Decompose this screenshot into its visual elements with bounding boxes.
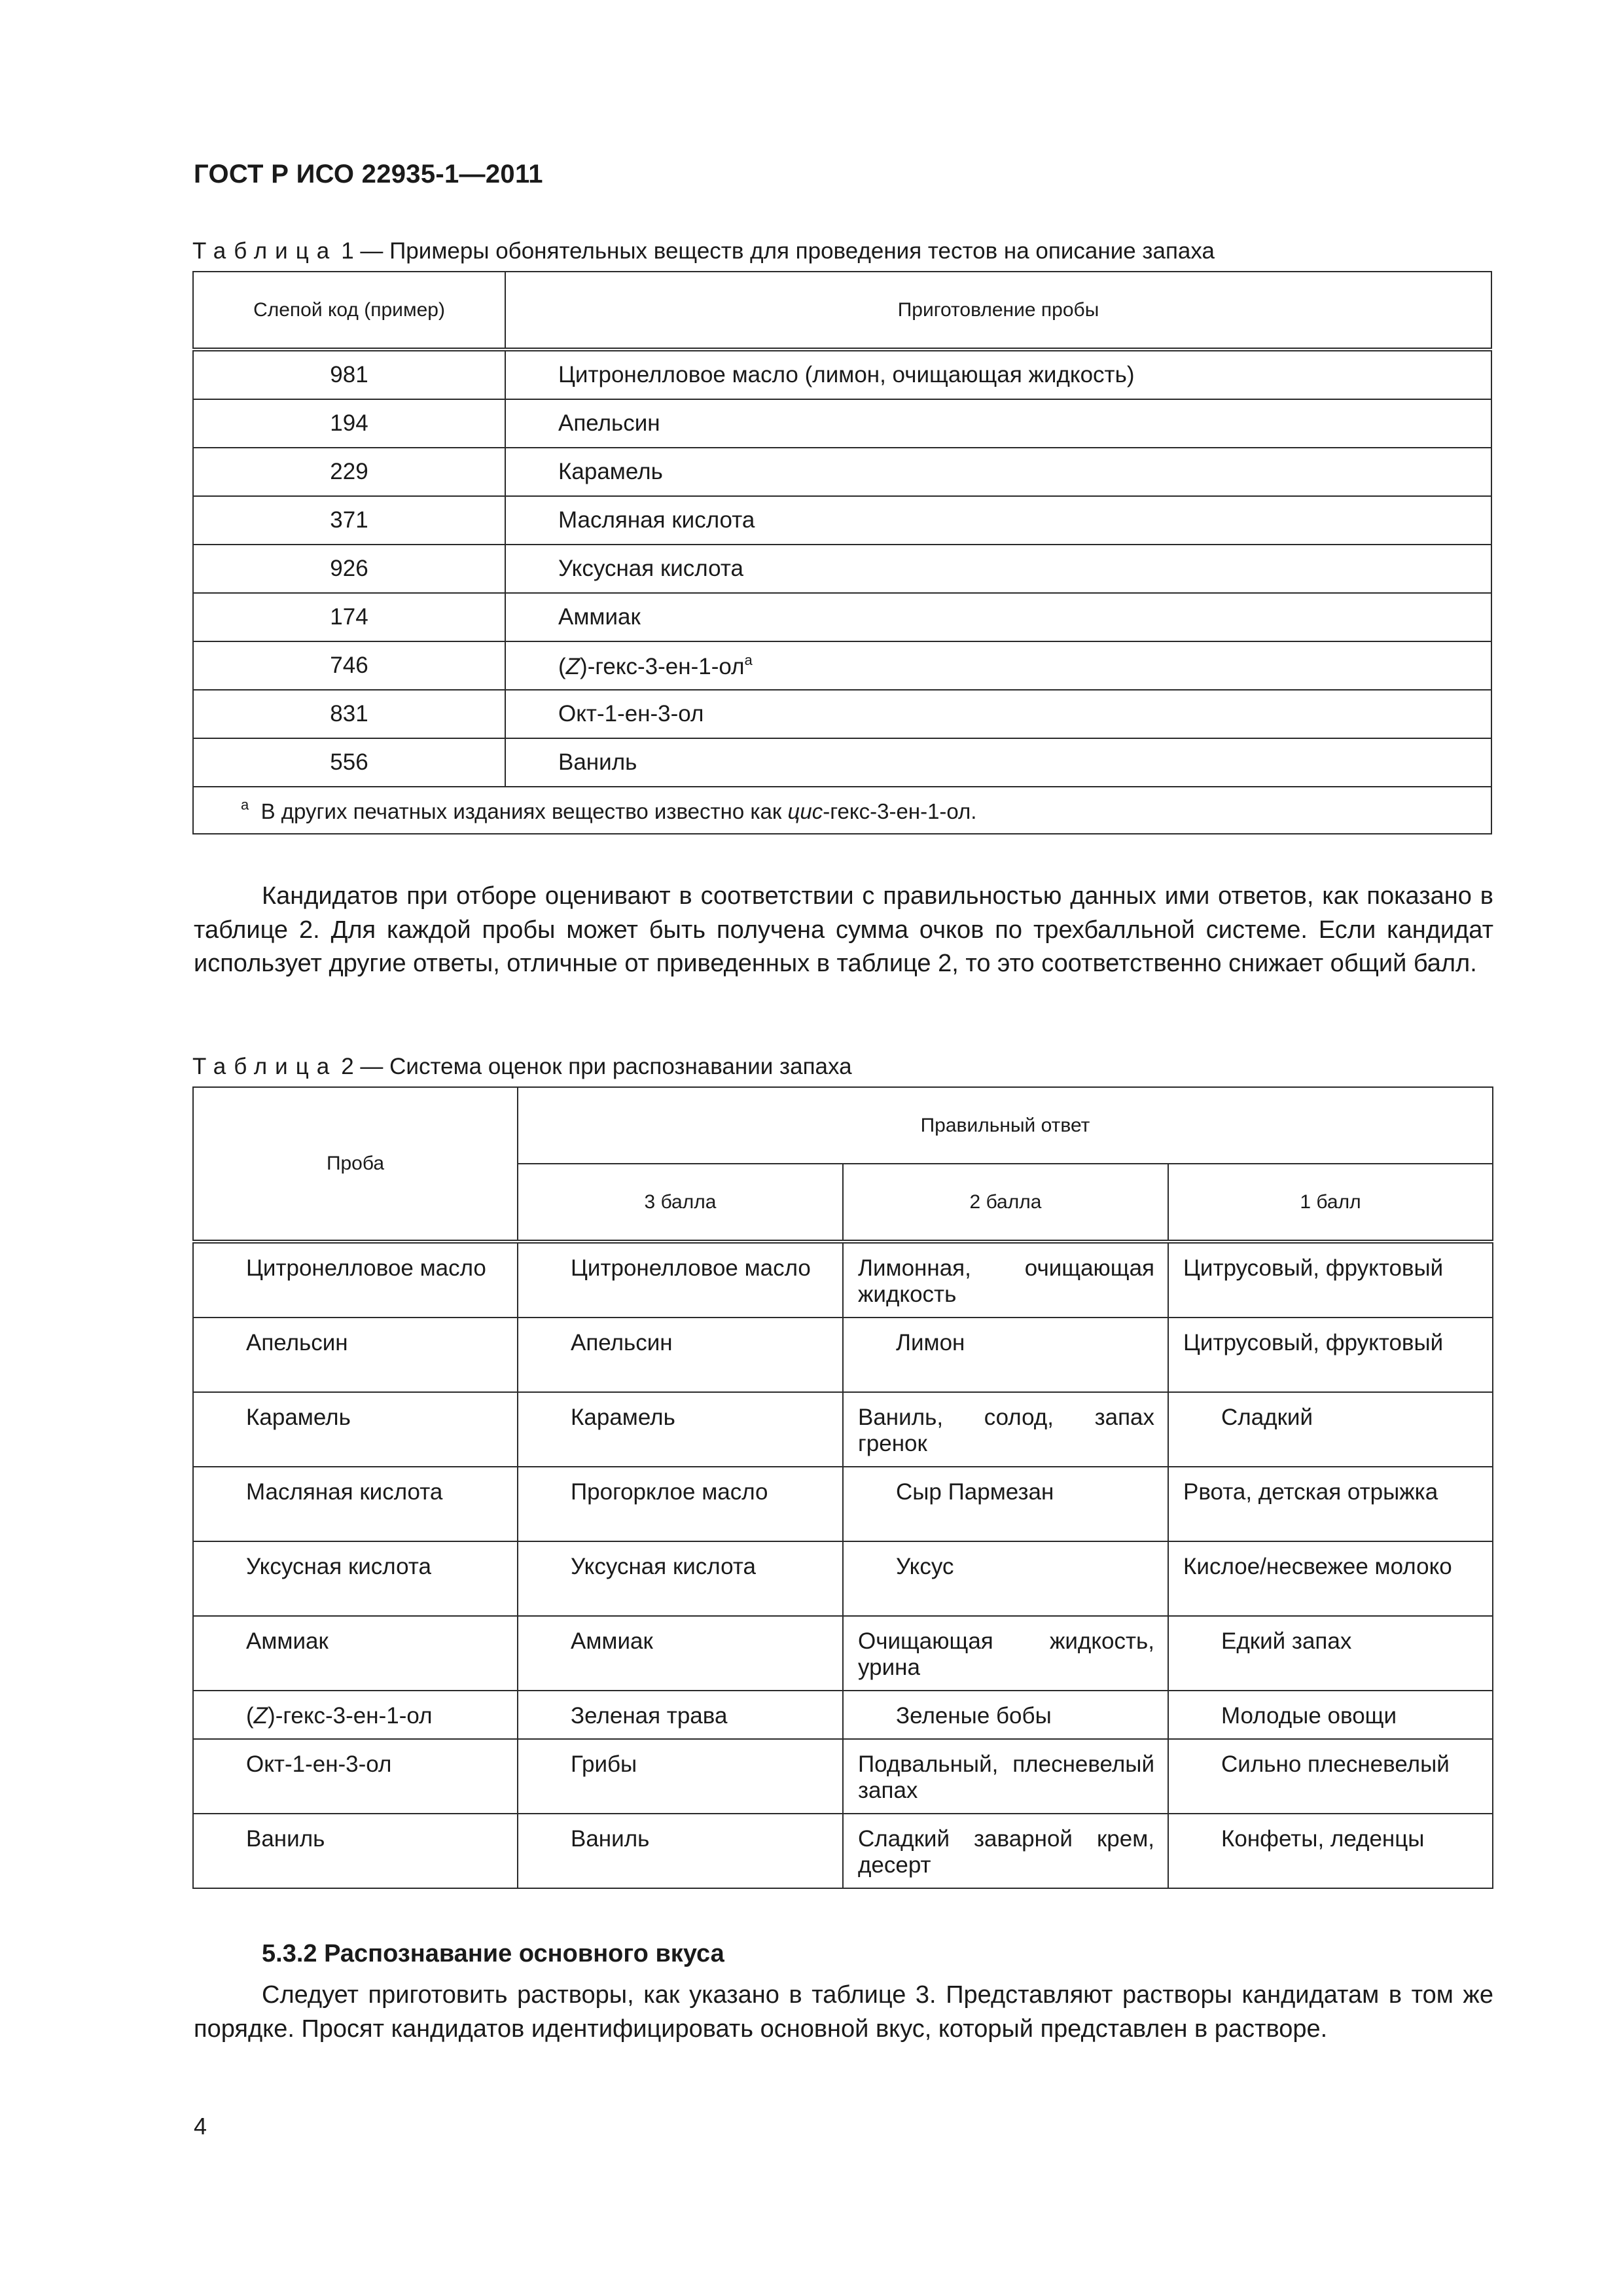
prep-cell: Уксусная кислота	[505, 545, 1491, 593]
sample-cell: Аммиак	[193, 1616, 518, 1691]
table-row	[193, 593, 1491, 641]
prep-cell	[505, 641, 1491, 690]
table1-header-row	[193, 272, 1491, 350]
score3-cell: Аммиак	[518, 1616, 843, 1691]
score2-cell: Подвальный, плесневелый запах	[843, 1739, 1168, 1814]
score1-cell: Рвота, детская отрыжка	[1168, 1467, 1493, 1541]
footnote-italic: цис	[787, 799, 823, 823]
table-row	[193, 1739, 1493, 1814]
table1-footnote-row	[193, 787, 1491, 834]
score2-cell: Сладкий заварной крем, десерт	[843, 1814, 1168, 1888]
section-heading: 5.3.2 Распознавание основного вкуса	[262, 1940, 724, 1967]
sample-cell: Цитронелловое масло	[193, 1242, 518, 1318]
prep-cell: Апельсин	[505, 399, 1491, 448]
table-row	[193, 1318, 1493, 1392]
code-cell: 371	[193, 496, 505, 545]
score3-cell: Апельсин	[518, 1318, 843, 1392]
sample-cell: Масляная кислота	[193, 1467, 518, 1541]
table2-col-sample: Проба	[193, 1087, 518, 1242]
table2-col-correct: Правильный ответ	[518, 1087, 1493, 1164]
score3-cell: Прогорклое масло	[518, 1467, 843, 1541]
table-row	[193, 1541, 1493, 1616]
sample-cell: Ваниль	[193, 1814, 518, 1888]
code-cell: 556	[193, 738, 505, 787]
paren-open: (	[558, 653, 566, 679]
score1-cell: Едкий запах	[1168, 1616, 1493, 1691]
prep-cell: Ваниль	[505, 738, 1491, 787]
sample-cell: Карамель	[193, 1392, 518, 1467]
score1-cell: Цитрусовый, фруктовый	[1168, 1242, 1493, 1318]
prep-cell: Цитронелловое масло (лимон, очищающая жидкость)	[505, 350, 1491, 399]
score2-cell: Сыр Пармезан	[843, 1467, 1168, 1541]
footnote-text: В других печатных изданиях вещество известно как	[260, 799, 788, 823]
score2-cell: Лимон	[843, 1318, 1168, 1392]
code-cell: 229	[193, 448, 505, 496]
table2-col-3: 3 балла	[518, 1164, 843, 1242]
sample-cell	[193, 1691, 518, 1739]
table-row	[193, 350, 1491, 399]
table-row	[193, 399, 1491, 448]
footnote-text-end: -гекс-3-ен-1-ол.	[823, 799, 977, 823]
score3-cell: Ваниль	[518, 1814, 843, 1888]
score1-cell: Сильно плесневелый	[1168, 1739, 1493, 1814]
prep-cell: Аммиак	[505, 593, 1491, 641]
table-row	[193, 1467, 1493, 1541]
footnote-ref: a	[744, 651, 753, 668]
table1-caption-text: 1 — Примеры обонятельных веществ для проведения тестов на описание запаха	[341, 238, 1215, 264]
odor-examples-table	[192, 271, 1492, 834]
table-row	[193, 1691, 1493, 1739]
compound-name: )-гекс-3-ен-1-ол	[268, 1703, 433, 1729]
paragraph-text: Следует приготовить растворы, как указано в таблице 3. Представляют растворы кандидатам в том же порядке. Просят кандидатов идентифицировать основной вкус, который представлен в растворе.	[194, 1981, 1493, 2043]
section-paragraph	[194, 1979, 1493, 2046]
score2-cell: Зеленые бобы	[843, 1691, 1168, 1739]
paragraph-text: Кандидатов при отборе оценивают в соответствии с правильностью данных ими ответов, как показано в таблице 2. Для каждой пробы может быть получена сумма очков по трехбалльной системе. Если кандидат использует другие ответы, отличные от приведенных в таблице 2, то это соответственно снижает общий балл.	[194, 882, 1493, 977]
code-cell: 981	[193, 350, 505, 399]
code-cell: 746	[193, 641, 505, 690]
sample-cell: Апельсин	[193, 1318, 518, 1392]
table1-col-prep: Приготовление пробы	[505, 272, 1491, 350]
isomer-z: Z	[253, 1703, 268, 1729]
table-row	[193, 738, 1491, 787]
table1-caption-prefix: Таблица	[192, 238, 338, 264]
table2-col-1: 1 балл	[1168, 1164, 1493, 1242]
score3-cell: Грибы	[518, 1739, 843, 1814]
score1-cell: Цитрусовый, фруктовый	[1168, 1318, 1493, 1392]
score1-cell: Конфеты, леденцы	[1168, 1814, 1493, 1888]
score3-cell: Зеленая трава	[518, 1691, 843, 1739]
score3-cell: Цитронелловое масло	[518, 1242, 843, 1318]
score2-cell: Уксус	[843, 1541, 1168, 1616]
table-row	[193, 545, 1491, 593]
score2-cell: Лимонная, очищающая жидкость	[843, 1242, 1168, 1318]
sample-cell: Окт-1-ен-3-ол	[193, 1739, 518, 1814]
table2-caption-prefix: Таблица	[192, 1054, 338, 1079]
table-row	[193, 496, 1491, 545]
code-cell: 926	[193, 545, 505, 593]
score1-cell: Кислое/несвежее молоко	[1168, 1541, 1493, 1616]
table-row	[193, 1814, 1493, 1888]
prep-cell: Карамель	[505, 448, 1491, 496]
table-row	[193, 1392, 1493, 1467]
table1-footnote	[193, 787, 1491, 834]
table1-caption	[192, 238, 1215, 264]
table-row	[193, 641, 1491, 690]
document-header: ГОСТ Р ИСО 22935-1—2011	[194, 160, 543, 188]
table2-caption-text: 2 — Система оценок при распознавании запаха	[341, 1054, 852, 1079]
compound-name: )-гекс-3-ен-1-ол	[580, 653, 745, 679]
code-cell: 194	[193, 399, 505, 448]
table2-header-row	[193, 1087, 1493, 1164]
scoring-table	[192, 1086, 1493, 1889]
table2-caption	[192, 1054, 852, 1080]
prep-cell: Окт-1-ен-3-ол	[505, 690, 1491, 738]
score3-cell: Уксусная кислота	[518, 1541, 843, 1616]
score2-cell: Ваниль, солод, запах гренок	[843, 1392, 1168, 1467]
table-row	[193, 448, 1491, 496]
table-row	[193, 1242, 1493, 1318]
score1-cell: Сладкий	[1168, 1392, 1493, 1467]
score2-cell: Очищающая жидкость, урина	[843, 1616, 1168, 1691]
isomer-z: Z	[565, 653, 580, 679]
table1-col-code: Слепой код (пример)	[193, 272, 505, 350]
code-cell: 174	[193, 593, 505, 641]
code-cell: 831	[193, 690, 505, 738]
prep-cell: Масляная кислота	[505, 496, 1491, 545]
page-number: 4	[194, 2113, 207, 2140]
table-row	[193, 1616, 1493, 1691]
paren-open: (	[246, 1703, 254, 1729]
scoring-paragraph	[194, 880, 1493, 981]
score3-cell: Карамель	[518, 1392, 843, 1467]
footnote-mark: a	[241, 797, 249, 813]
score1-cell: Молодые овощи	[1168, 1691, 1493, 1739]
sample-cell: Уксусная кислота	[193, 1541, 518, 1616]
table-row	[193, 690, 1491, 738]
table2-col-2: 2 балла	[843, 1164, 1168, 1242]
